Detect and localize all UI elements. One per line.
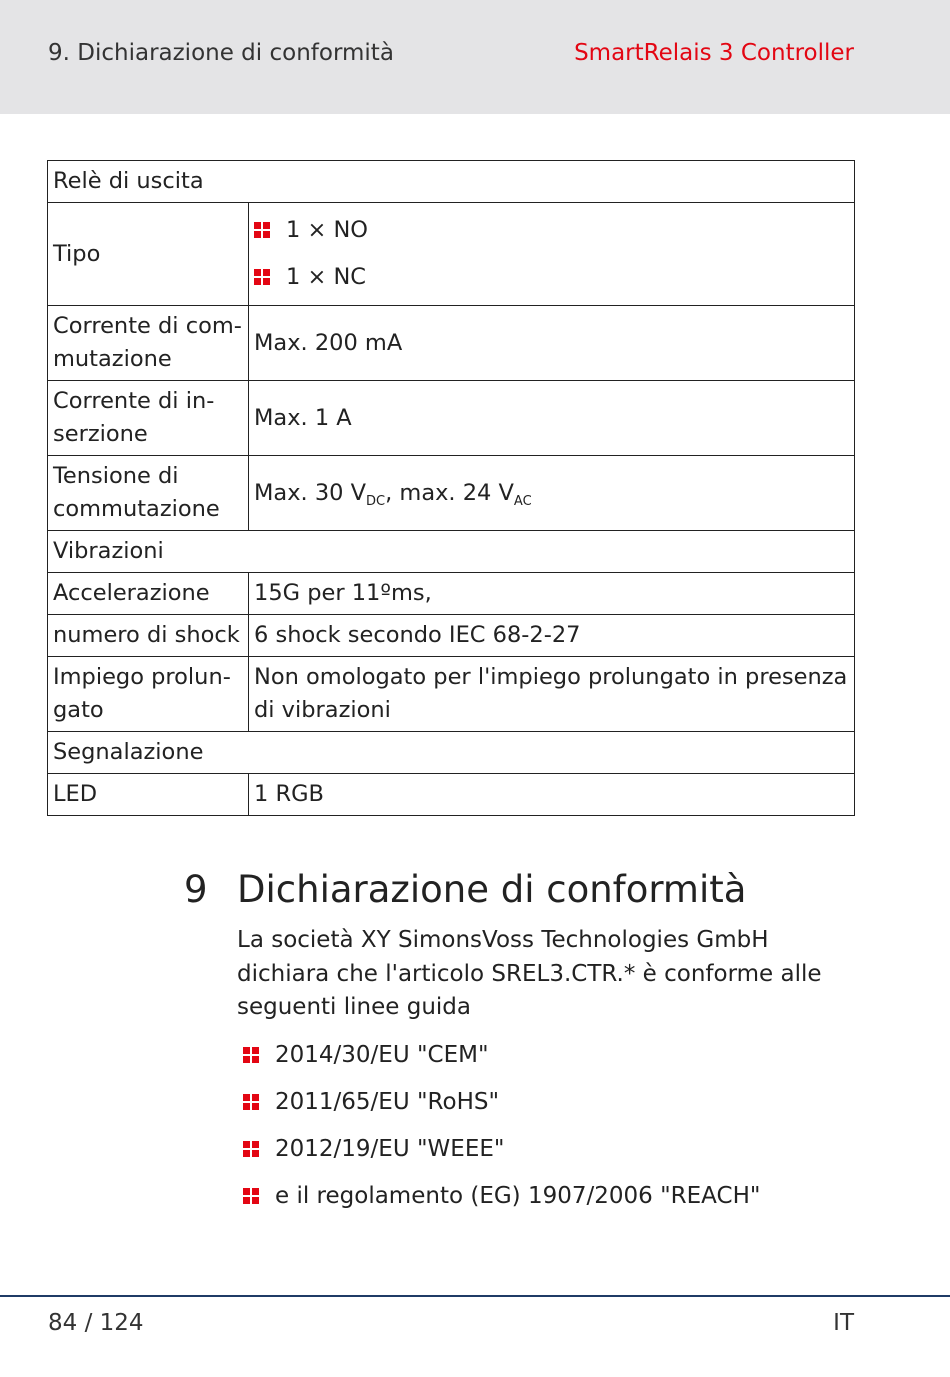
section-title: Dichiarazione di conformità [237,868,747,911]
voltage-dc-subscript: DC [366,493,386,509]
switching-current-value: Max. 200 mA [249,306,855,381]
list-item [243,1079,760,1126]
acceleration-label: Accelerazione [48,573,249,615]
prolonged-value: Non omologato per l'impiego prolungato in presenza di vibrazioni [249,657,855,732]
spec-table [47,160,855,816]
table-row [48,573,855,615]
shock-value: 6 shock secondo IEC 68-2-27 [249,615,855,657]
prolonged-label: Impiego prolun-gato [48,657,249,732]
type-list [254,207,849,301]
voltage-ac: , max. 24 V [385,479,514,506]
table-row [48,657,855,732]
table-row [48,306,855,381]
type-value-cell [249,203,855,306]
page-number: 84 / 124 [48,1310,144,1336]
page-header [0,0,950,114]
switching-voltage-value [249,456,855,531]
table-row [48,161,855,203]
list-item [243,1032,760,1079]
voltage-dc: Max. 30 V [254,479,366,506]
table-row [48,203,855,306]
guideline-rohs: 2011/65/EU "RoHS" [275,1089,500,1115]
bullet-icon [243,1188,259,1204]
voltage-ac-subscript: AC [513,493,532,509]
table-row [48,615,855,657]
switching-current-label: Corrente di com-mutazione [48,306,249,381]
list-item [243,1173,760,1220]
inrush-current-label: Corrente di in-serzione [48,381,249,456]
bullet-icon [254,222,270,238]
product-name: SmartRelais 3 Controller [574,40,854,66]
led-value: 1 RGB [249,774,855,816]
inrush-current-value: Max. 1 A [249,381,855,456]
group-heading-relay: Relè di uscita [48,161,855,203]
type-label: Tipo [48,203,249,306]
shock-label: numero di shock [48,615,249,657]
group-heading-signal: Segnalazione [48,732,855,774]
guideline-cem: 2014/30/EU "CEM" [275,1042,489,1068]
section-number: 9 [184,868,208,911]
list-item [254,254,849,301]
chapter-title: 9. Dichiarazione di conformità [48,40,394,66]
guideline-weee: 2012/19/EU "WEEE" [275,1136,505,1162]
type-no: 1 × NO [286,217,369,243]
table-row [48,456,855,531]
table-row [48,774,855,816]
bullet-icon [243,1141,259,1157]
guidelines-list [243,1032,760,1220]
table-row [48,381,855,456]
language-code: IT [833,1310,854,1336]
footer-divider [0,1295,950,1297]
guideline-reach: e il regolamento (EG) 1907/2006 "REACH" [275,1183,761,1209]
bullet-icon [243,1094,259,1110]
bullet-icon [243,1047,259,1063]
switching-voltage-label: Tensione di commutazione [48,456,249,531]
group-heading-vibration: Vibrazioni [48,531,855,573]
acceleration-value: 15G per 11ºms, [249,573,855,615]
table-row [48,531,855,573]
list-item [254,207,849,254]
led-label: LED [48,774,249,816]
list-item [243,1126,760,1173]
bullet-icon [254,269,270,285]
section-intro: La società XY SimonsVoss Technologies GmbH dichiara che l'articolo SREL3.CTR.* è conforme alle seguenti linee guida [237,927,822,1020]
type-nc: 1 × NC [286,264,367,290]
table-row [48,732,855,774]
